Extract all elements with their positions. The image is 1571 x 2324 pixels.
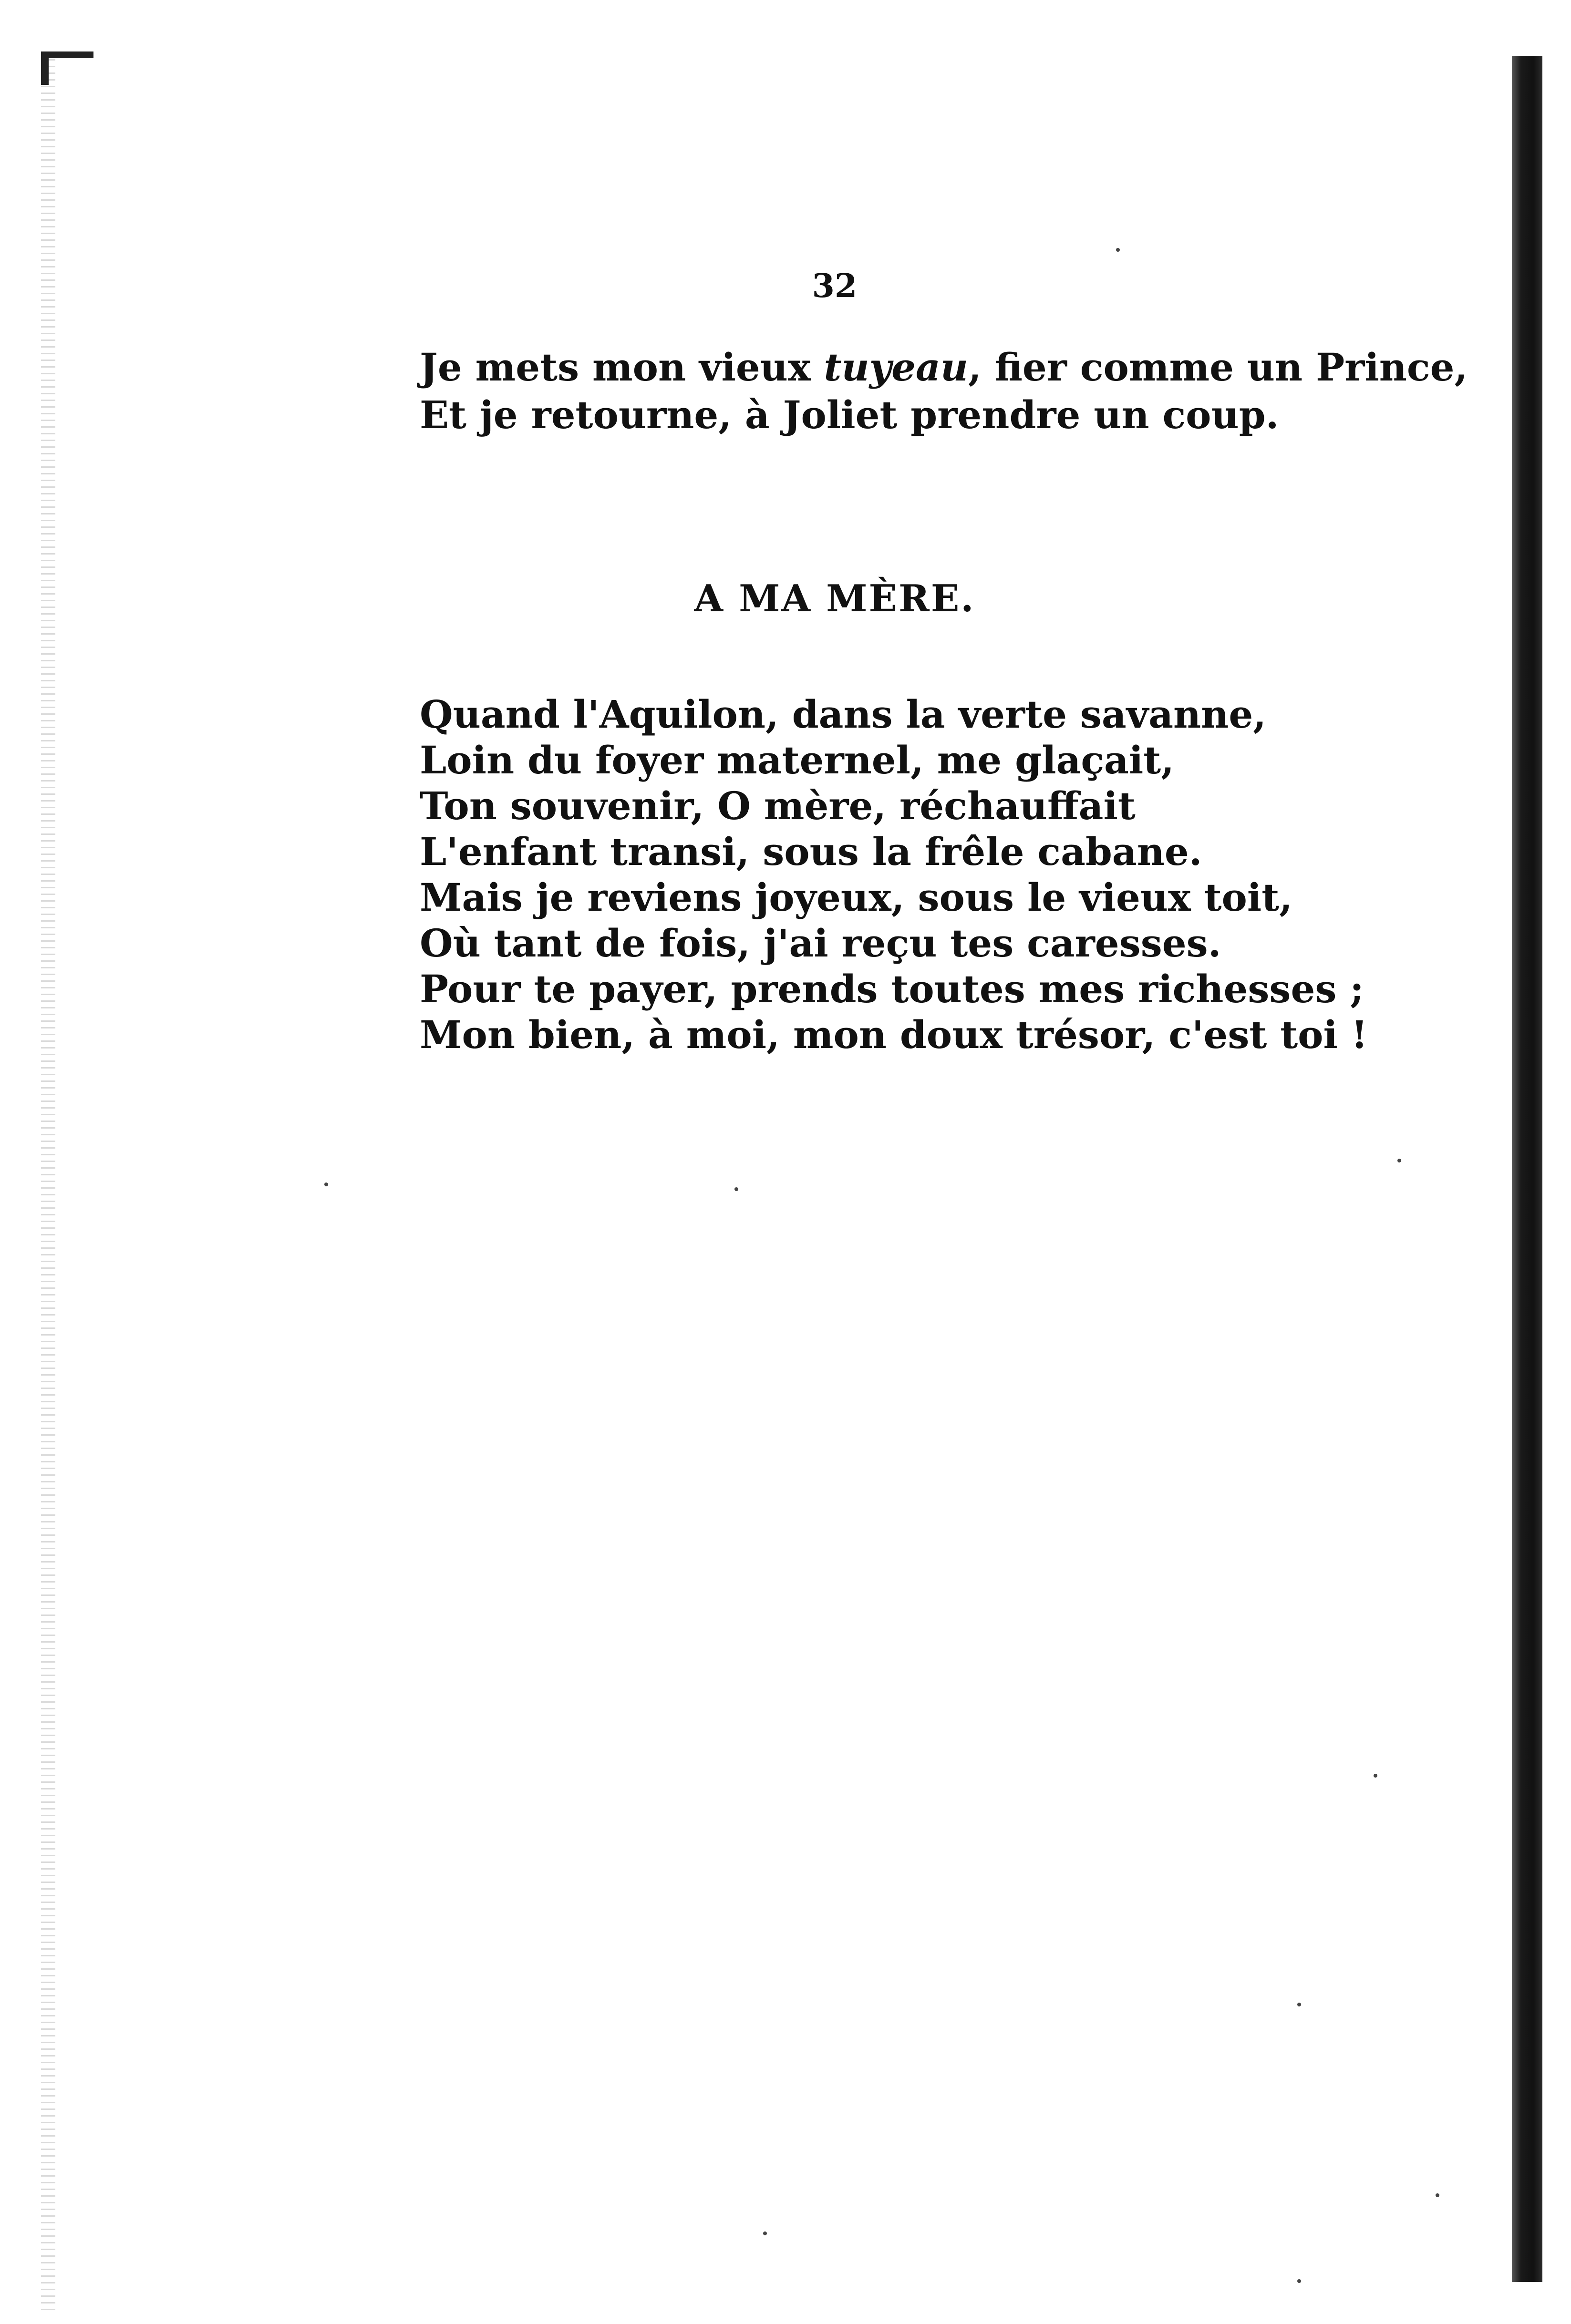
page-number: 32: [812, 267, 858, 305]
verse-line: L'enfant transi, sous la frêle cabane.: [420, 829, 1202, 874]
scan-speck: [1374, 1774, 1377, 1778]
poem-body: [420, 691, 1493, 1058]
scan-speck: [734, 1187, 738, 1191]
scan-speck: [1116, 248, 1120, 252]
scan-speck: [1436, 2193, 1439, 2197]
scan-speck: [1397, 1159, 1401, 1162]
scan-speck: [1297, 2003, 1301, 2006]
scan-speck: [763, 2231, 767, 2235]
verse-line: Et je retourne, à Joliet prendre un coup.: [420, 392, 1279, 437]
poem-title: A MA MÈRE.: [694, 577, 975, 620]
left-scan-edge: [41, 52, 55, 2313]
verse-line: Loin du foyer maternel, me glaçait,: [420, 738, 1175, 782]
scan-speck: [324, 1183, 328, 1186]
left-corner-mark-vertical: [41, 51, 49, 85]
verse-line: Où tant de fois, j'ai reçu tes caresses.: [420, 921, 1221, 966]
previous-poem-ending: [420, 343, 1493, 439]
verse-line: Mon bien, à moi, mon doux trésor, c'est toi !: [420, 1012, 1368, 1057]
italic-word: tuyeau: [824, 345, 968, 390]
verse-line: Pour te payer, prends toutes mes richesses ;: [420, 967, 1364, 1011]
verse-line: Quand l'Aquilon, dans la verte savanne,: [420, 692, 1267, 737]
scan-speck: [1297, 2279, 1301, 2283]
left-corner-mark: [41, 51, 93, 58]
verse-line: Mais je reviens joyeux, sous le vieux toit,: [420, 875, 1293, 920]
verse-line: Ton souvenir, O mère, réchauffait: [420, 783, 1136, 828]
verse-line: Je mets mon vieux tuyeau, fier comme un Prince,: [420, 345, 1468, 390]
right-scan-bar: [1512, 56, 1542, 2282]
